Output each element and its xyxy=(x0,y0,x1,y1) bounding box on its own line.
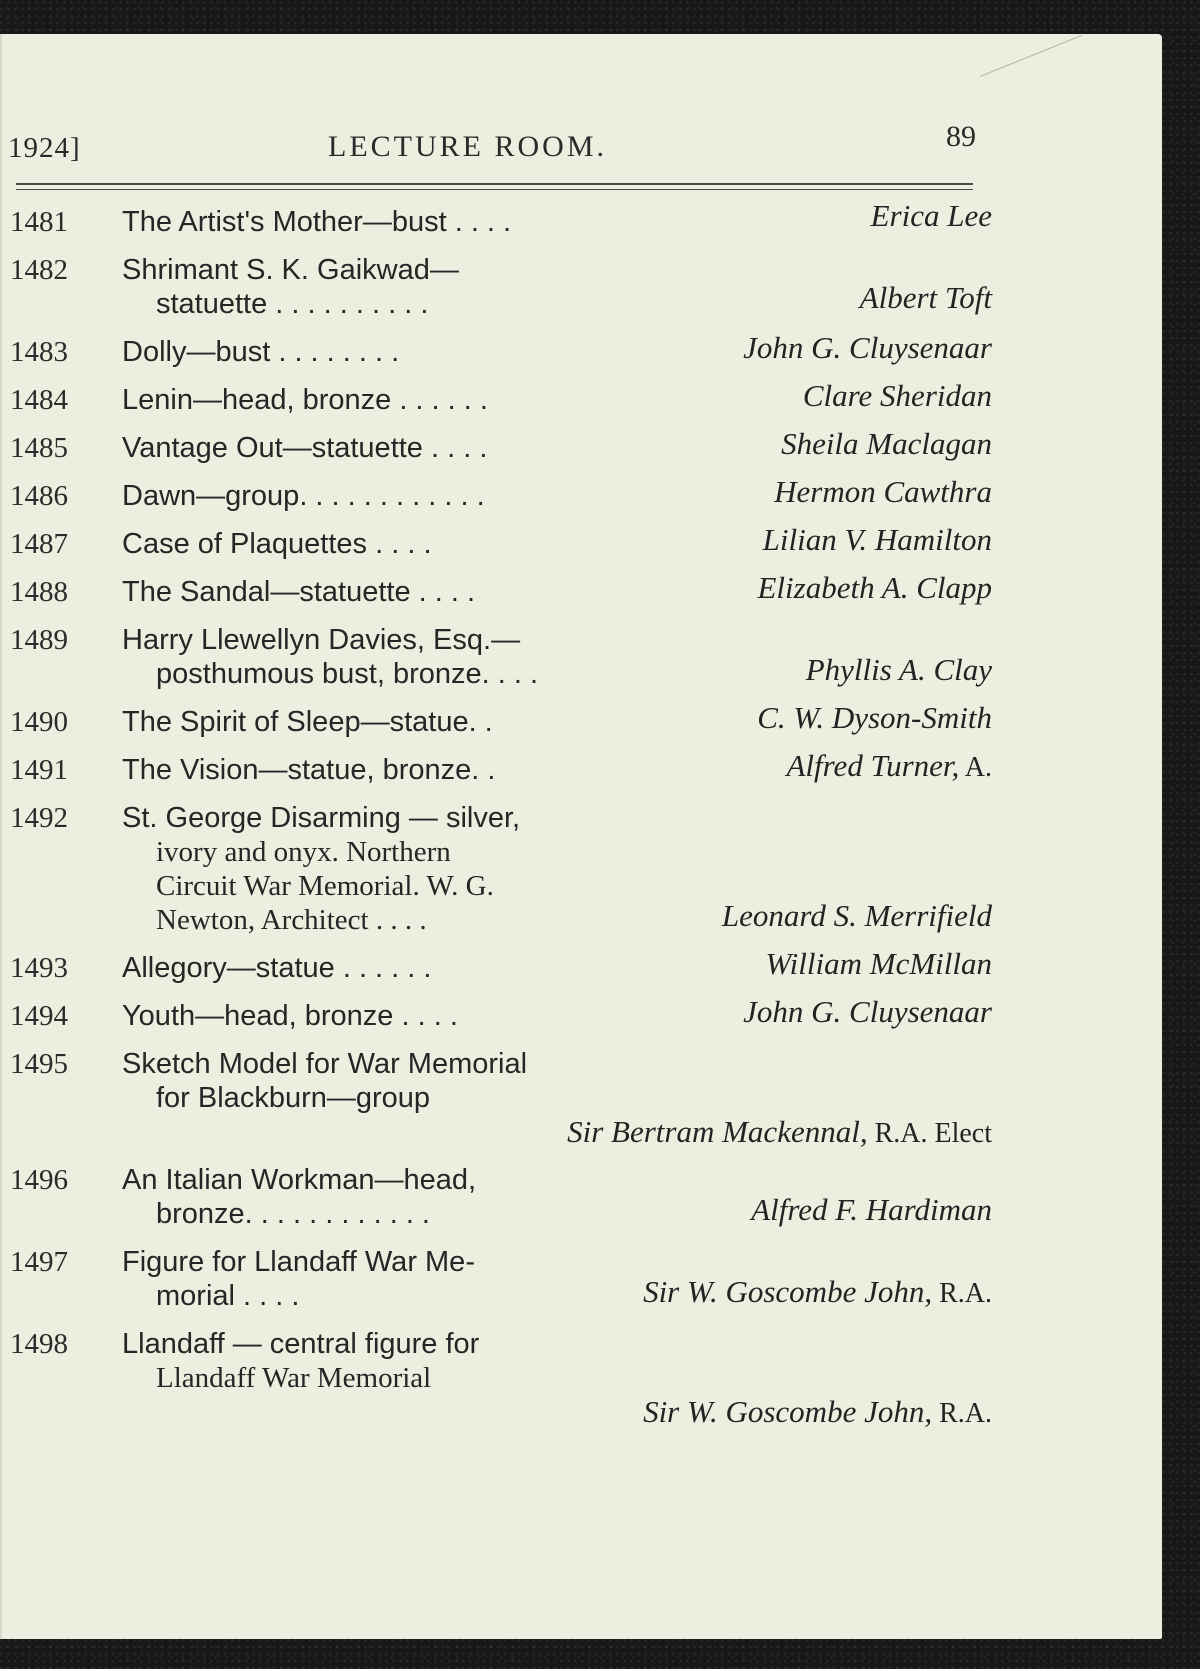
catalogue-entry xyxy=(10,1163,1000,1231)
entry-title: Dawn—group. . . . . . . . . . . . xyxy=(122,480,485,512)
entry-artist: John G. Cluysenaar xyxy=(743,994,992,1029)
artist-honours: R.A. Elect xyxy=(867,1118,992,1149)
artist-honours: A. xyxy=(959,752,992,783)
entry-title: morial . . . . xyxy=(156,1280,300,1312)
entry-title: Harry Llewellyn Davies, Esq.— xyxy=(122,624,521,656)
entry-title-line xyxy=(122,898,992,937)
entry-title-line xyxy=(122,994,992,1033)
entry-title: Llandaff War Memorial xyxy=(156,1362,432,1394)
catalogue-entry xyxy=(10,378,1000,417)
entry-title-line xyxy=(122,1081,992,1115)
catalogue-entry xyxy=(10,623,1000,691)
catalogue-entry xyxy=(10,946,1000,985)
entry-title: Llandaff — central figure for xyxy=(122,1328,480,1360)
entry-artist: Leonard S. Merrifield xyxy=(721,898,992,933)
catalogue-entry xyxy=(10,522,1000,561)
entry-title-line xyxy=(122,378,992,417)
entry-title-line xyxy=(122,748,992,787)
entry-title: Case of Plaquettes . . . . xyxy=(122,528,432,560)
catalogue-entries xyxy=(10,198,1000,1443)
entry-artist: Sheila Maclagan xyxy=(781,426,992,461)
entry-title-line xyxy=(122,1192,992,1231)
entry-title-line xyxy=(122,522,992,561)
page-fold-crease xyxy=(980,35,1082,77)
entry-title: The Spirit of Sleep—statue. . xyxy=(122,706,493,738)
entry-title-line xyxy=(122,570,992,609)
catalogue-entry xyxy=(10,253,1000,321)
entry-title-line xyxy=(122,946,992,985)
entry-title: The Artist's Mother—bust . . . . xyxy=(122,206,512,238)
entry-title: Sketch Model for War Memorial xyxy=(122,1048,528,1080)
entry-title: Shrimant S. K. Gaikwad— xyxy=(122,254,459,286)
entry-artist: Sir W. Goscombe John, R.A. xyxy=(643,1394,992,1429)
entry-title-line xyxy=(122,652,992,691)
entry-title-line xyxy=(122,1327,992,1361)
entry-number: 1490 xyxy=(10,706,68,738)
entry-artist: Elizabeth A. Clapp xyxy=(757,570,992,605)
entry-number: 1483 xyxy=(10,336,68,368)
entry-title-line xyxy=(122,801,992,835)
entry-artist: Clare Sheridan xyxy=(802,378,992,413)
entry-title: bronze. . . . . . . . . . . . xyxy=(156,1198,430,1230)
entry-artist: Lilian V. Hamilton xyxy=(762,522,992,557)
header-title: LECTURE ROOM. xyxy=(328,130,607,163)
entry-title-line xyxy=(122,1047,992,1081)
entry-number: 1489 xyxy=(10,624,68,656)
entry-title-line xyxy=(122,1274,992,1313)
entry-title: for Blackburn—group xyxy=(156,1082,431,1114)
entry-title: ivory and onyx. Northern xyxy=(156,836,451,868)
entry-title: Allegory—statue . . . . . . xyxy=(122,952,432,984)
header-rule-bottom xyxy=(16,189,973,190)
entry-number: 1493 xyxy=(10,952,68,984)
entry-number: 1488 xyxy=(10,576,68,608)
entry-title: Vantage Out—statuette . . . . xyxy=(122,432,488,464)
entry-title-line xyxy=(122,330,992,369)
entry-artist: Sir W. Goscombe John, R.A. xyxy=(643,1274,992,1309)
running-header xyxy=(8,120,988,164)
entry-artist: John G. Cluysenaar xyxy=(743,330,992,365)
entry-artist: Alfred F. Hardiman xyxy=(751,1192,992,1227)
entry-title-line xyxy=(122,474,992,513)
entry-title-line xyxy=(122,198,992,239)
entry-number: 1497 xyxy=(10,1246,68,1278)
entry-number: 1486 xyxy=(10,480,68,512)
entry-number: 1492 xyxy=(10,802,68,834)
header-rule-top xyxy=(16,183,973,185)
entry-artist: Albert Toft xyxy=(859,280,992,315)
catalogue-entry xyxy=(10,1327,1000,1429)
entry-artist: Alfred Turner, A. xyxy=(786,748,992,783)
catalogue-entry xyxy=(10,474,1000,513)
catalogue-entry xyxy=(10,801,1000,937)
entry-title-line xyxy=(122,280,992,321)
entry-title: Lenin—head, bronze . . . . . . xyxy=(122,384,488,416)
catalogue-entry xyxy=(10,1047,1000,1149)
catalogue-entry xyxy=(10,748,1000,787)
entry-title: The Vision—statue, bronze. . xyxy=(122,754,496,786)
entry-title-line xyxy=(122,426,992,465)
entry-artist: C. W. Dyson-Smith xyxy=(757,700,992,735)
entry-number: 1495 xyxy=(10,1048,68,1080)
entry-title: The Sandal—statuette . . . . xyxy=(122,576,476,608)
entry-number: 1482 xyxy=(10,254,68,286)
page-number: 89 xyxy=(946,120,976,153)
entry-artist: Sir Bertram Mackennal, R.A. Elect xyxy=(567,1114,992,1149)
entry-title: posthumous bust, bronze. . . . xyxy=(156,658,539,690)
entry-title-line xyxy=(122,1361,992,1395)
entry-title: Dolly—bust . . . . . . . . xyxy=(122,336,400,368)
entry-title: Youth—head, bronze . . . . xyxy=(122,1000,458,1032)
artist-honours: R.A. xyxy=(932,1278,992,1309)
header-year: 1924] xyxy=(8,132,81,164)
entry-title-line xyxy=(122,835,992,869)
entry-title: St. George Disarming — silver, xyxy=(122,802,521,834)
catalogue-entry xyxy=(10,570,1000,609)
entry-title: An Italian Workman—head, xyxy=(122,1164,477,1196)
catalogue-entry xyxy=(10,994,1000,1033)
entry-number: 1496 xyxy=(10,1164,68,1196)
entry-artist: William McMillan xyxy=(765,946,992,981)
entry-number: 1481 xyxy=(10,206,68,238)
catalogue-entry xyxy=(10,426,1000,465)
entry-title: Figure for Llandaff War Me- xyxy=(122,1246,475,1278)
catalogue-entry xyxy=(10,700,1000,739)
entry-artist: Hermon Cawthra xyxy=(774,474,992,509)
entry-number: 1498 xyxy=(10,1328,68,1360)
entry-number: 1494 xyxy=(10,1000,68,1032)
catalogue-entry xyxy=(10,1245,1000,1313)
entry-artist: Erica Lee xyxy=(870,198,992,233)
entry-number: 1487 xyxy=(10,528,68,560)
entry-number: 1484 xyxy=(10,384,68,416)
catalogue-entry xyxy=(10,330,1000,369)
entry-number: 1485 xyxy=(10,432,68,464)
entry-number: 1491 xyxy=(10,754,68,786)
entry-title: Newton, Architect . . . . xyxy=(156,904,427,936)
entry-title: Circuit War Memorial. W. G. xyxy=(156,870,494,902)
entry-title: statuette . . . . . . . . . . xyxy=(156,288,429,320)
entry-artist: Phyllis A. Clay xyxy=(805,652,992,687)
catalogue-entry xyxy=(10,198,1000,239)
artist-honours: R.A. xyxy=(932,1398,992,1429)
entry-title-line xyxy=(122,700,992,739)
